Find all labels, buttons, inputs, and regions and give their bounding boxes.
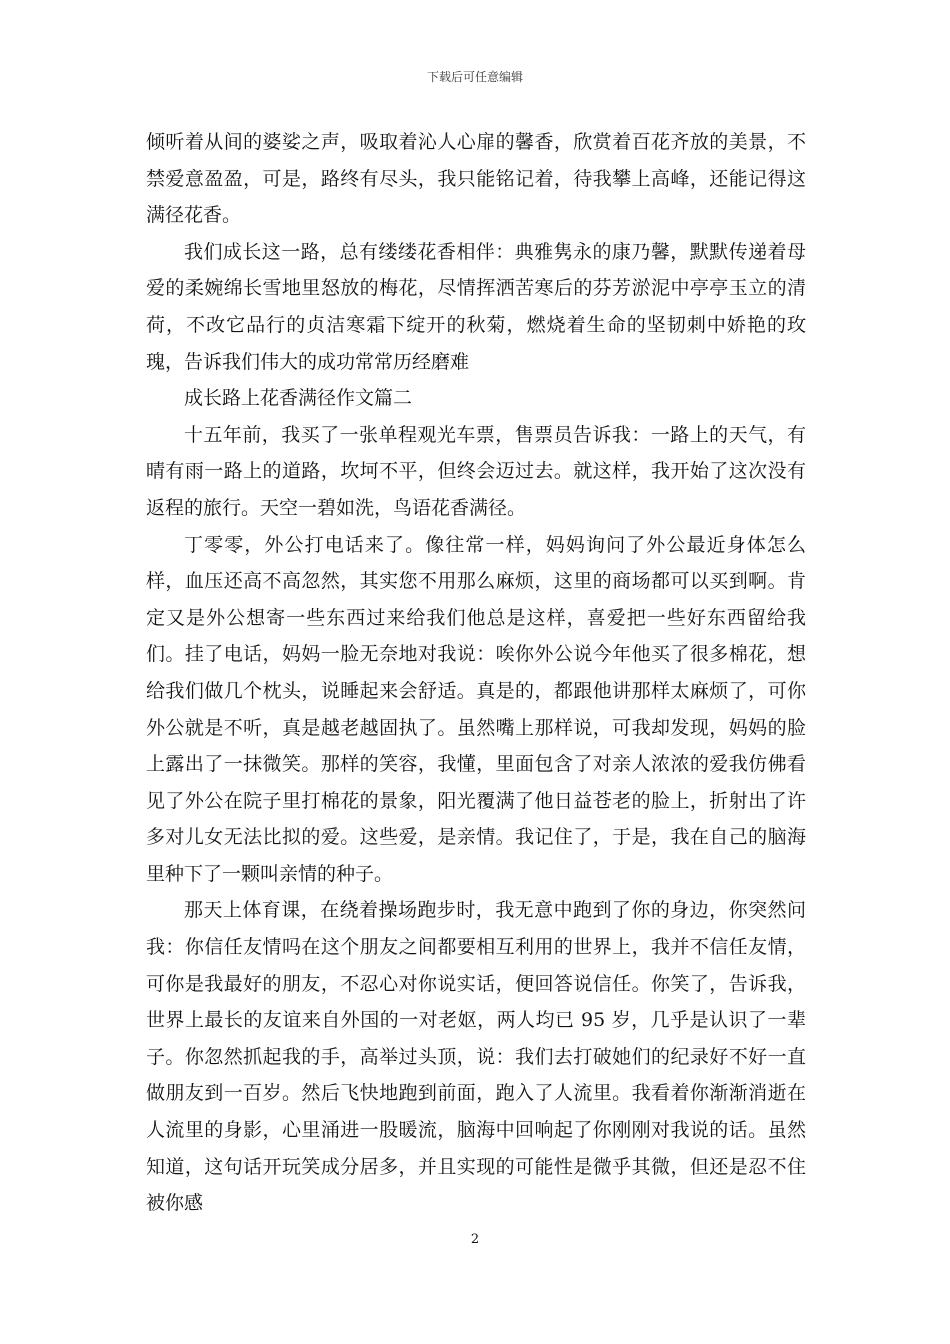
paragraph: 我们成长这一路，总有缕缕花香相伴：典雅隽永的康乃馨，默默传递着母爱的柔婉绵长雪地里怒放的梅花，尽情挥洒苦寒后的芬芳淤泥中亭亭玉立的清荷，不改它品行的贞洁寒霜下绽开的秋菊，燃烧着生命的坚韧刺中娇艳的玫瑰，告诉我们伟大的成功常常历经磨难: [146, 240, 806, 373]
paragraph: 那天上体育课，在绕着操场跑步时，我无意中跑到了你的身边，你突然问我：你信任友情吗在这个朋友之间都要相互利用的世界上，我并不信任友情，可你是我最好的朋友，不忍心对你说实话，便回答说信任。你笑了，告诉我，世界上最长的友谊来自外国的一对老妪，两人均已 95 岁，几乎是认识了一辈子。你忽然抓起我的手，高举过头顶，说：我们去打破她们的纪录好不好一直做朋友到一百岁。然后飞快地跑到前面，跑入了人流里。我看着你渐渐消逝在人流里的身影，心里涌进一股暖流，脑海中回响起了你刚刚对我说的话。虽然知道，这句话开玩笑成分居多，并且实现的可能性是微乎其微，但还是忍不住被你感: [146, 899, 806, 1215]
document-body: [146, 124, 806, 1222]
section-heading: 成长路上花香满径作文篇二: [184, 387, 413, 410]
page-number: 2: [470, 1232, 480, 1247]
paragraph: 丁零零，外公打电话来了。像往常一样，妈妈询问了外公最近身体怎么样，血压还高不高忽然，其实您不用那么麻烦，这里的商场都可以买到啊。肯定又是外公想寄一些东西过来给我们他总是这样，喜爱把一些好东西留给我们。挂了电话，妈妈一脸无奈地对我说：唉你外公说今年他买了很多棉花，想给我们做几个枕头，说睡起来会舒适。真是的，都跟他讲那样太麻烦了，可你外公就是不听，真是越老越固执了。虽然嘴上那样说，可我却发现，妈妈的脸上露出了一抹微笑。那样的笑容，我懂，里面包含了对亲人浓浓的爱我仿佛看见了外公在院子里打棉花的景象，阳光覆满了他日益苍老的脸上，折射出了许多对儿女无法比拟的爱。这些爱，是亲情。我记住了，于是，我在自己的脑海里种下了一颗叫亲情的种子。: [146, 533, 806, 885]
page-header: 下载后可任意编辑: [426, 70, 523, 84]
paragraph: 倾听着从间的婆娑之声，吸取着沁人心扉的馨香，欣赏着百花齐放的美景，不禁爱意盈盈，可是，路终有尽头，我只能铭记着，待我攀上高峰，还能记得这满径花香。: [146, 131, 806, 227]
paragraph: 十五年前，我买了一张单程观光车票，售票员告诉我：一路上的天气，有晴有雨一路上的道路，坎坷不平，但终会迈过去。就这样，我开始了这次没有返程的旅行。天空一碧如洗，鸟语花香满径。: [146, 423, 806, 519]
